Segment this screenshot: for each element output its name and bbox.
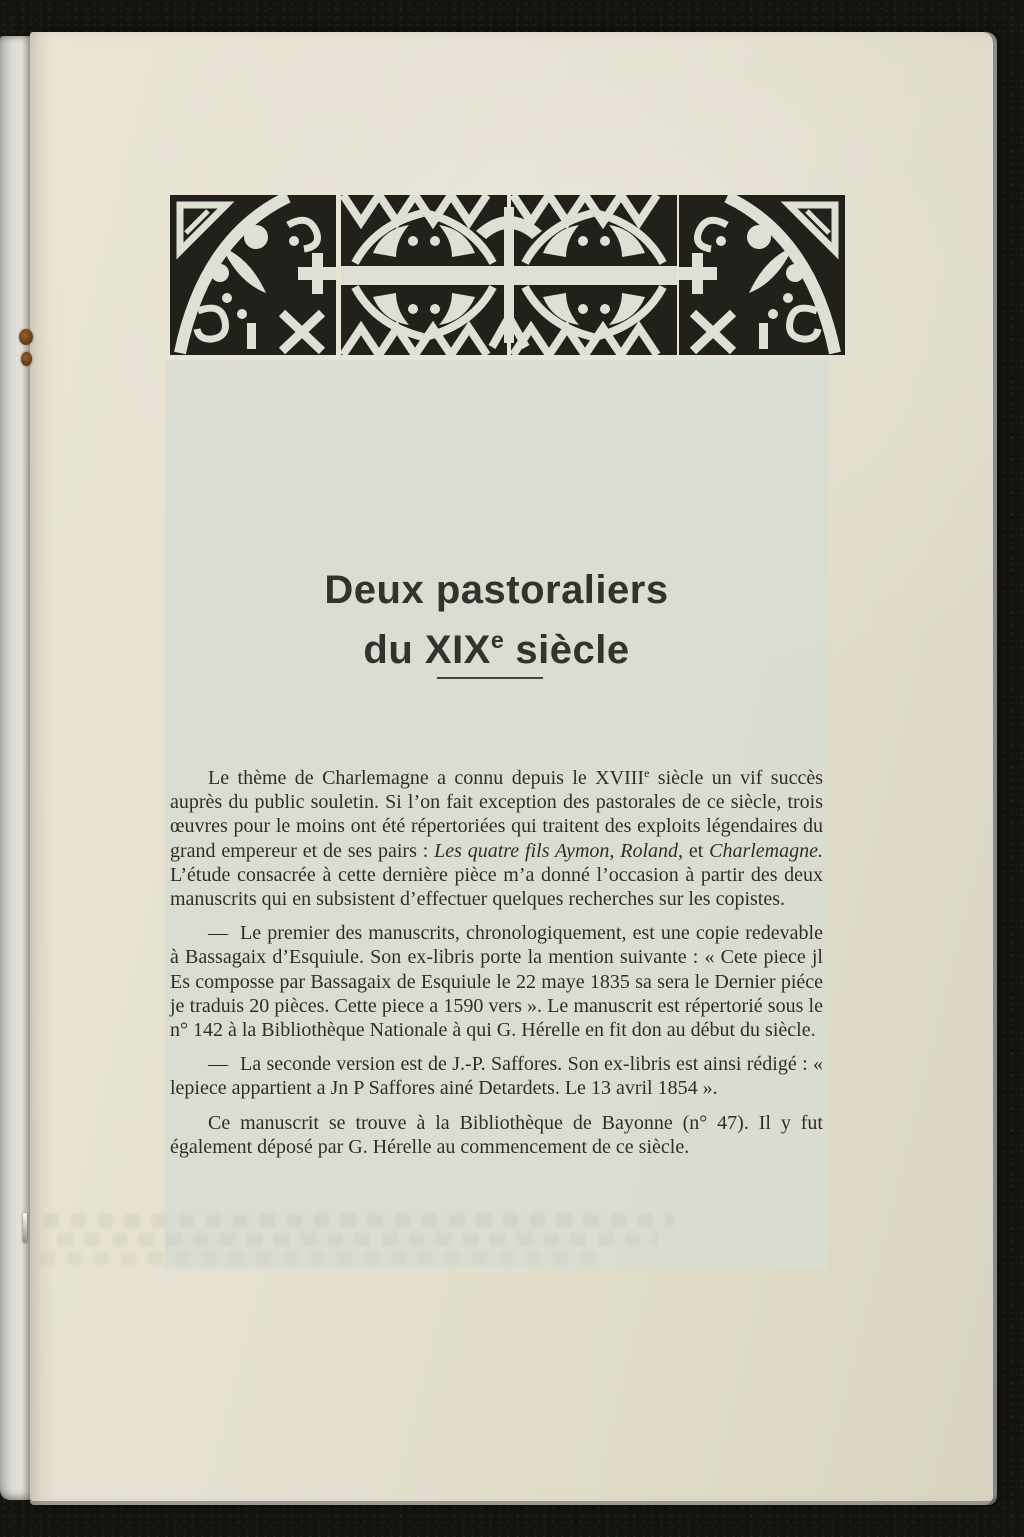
verso-show-through bbox=[40, 1252, 600, 1265]
verso-show-through bbox=[58, 1233, 658, 1246]
paragraph bbox=[170, 1111, 823, 1159]
title-line-2 bbox=[165, 620, 828, 685]
rust-spot bbox=[21, 352, 32, 366]
text-run: L’étude consacrée à cette dernière pièce m’a donné l’occasion à partir des deux manuscrits qui en subsistent d’effectuer quelques recherches sur les copistes. bbox=[170, 863, 823, 911]
paragraph bbox=[170, 1052, 823, 1100]
paragraph bbox=[170, 921, 823, 1042]
text-run: du XIX bbox=[363, 627, 491, 672]
text-run: Deux pastoraliers bbox=[324, 567, 669, 612]
verso-show-through bbox=[44, 1214, 674, 1227]
body-paragraphs bbox=[170, 766, 823, 1169]
text-run: La seconde version est de J.-P. Saffores. Son ex-libris est ainsi rédigé : « lepiece appartient a Jn P Saffores ainé Detardets. Le 13 avril 1854 ». bbox=[170, 1053, 823, 1100]
rust-spot bbox=[19, 329, 33, 345]
italic-run: Les quatre fils Aymon, Roland, bbox=[434, 839, 683, 862]
paragraph bbox=[170, 766, 823, 911]
em-dash: — bbox=[208, 1053, 240, 1076]
book-page bbox=[30, 32, 997, 1505]
italic-run: Charlemagne. bbox=[709, 839, 823, 862]
text-run: Le thème de Charlemagne a connu depuis le XVIII bbox=[208, 767, 645, 789]
text-run: siècle un vif succès auprès du public souletin. Si l’on fait exception des pastorales de ce siècle, trois œuvres pour le moins ont été répertoriées qui traitent des exploits légendaires du grand empereur et de ses pairs : bbox=[170, 767, 823, 862]
staple-mark bbox=[23, 1213, 27, 1243]
title-divider bbox=[437, 677, 543, 679]
text-run: siècle bbox=[503, 627, 630, 672]
woodcut-ornament-icon bbox=[170, 195, 845, 355]
text-run: et bbox=[683, 839, 710, 862]
superscript: e bbox=[644, 766, 650, 781]
text-run: Ce manuscrit se trouve à la Bibliothèque de Bayonne (n° 47). Il y fut également déposé par G. Hérelle au commencement de ce siècle. bbox=[170, 1111, 823, 1158]
superscript: e bbox=[490, 627, 504, 654]
page-title bbox=[165, 560, 828, 685]
em-dash: — bbox=[208, 922, 240, 945]
title-line-1 bbox=[165, 560, 828, 620]
text-run: Le premier des manuscrits, chronologiquement, est une copie redevable à Bassagaix d’Esquiule. Son ex-libris porte la mention suivante : « Cete piece jl Es composse par Bassagaix de Esquiule le 22 maye 1835 sa sera le Dernier piéce je traduis 20 pièces. Cette piece a 1590 vers ». Le manuscrit est répertorié sous le n° 142 à la Bibliothèque Nationale à qui G. Hérelle en fit don au début du siècle. bbox=[170, 922, 823, 1042]
